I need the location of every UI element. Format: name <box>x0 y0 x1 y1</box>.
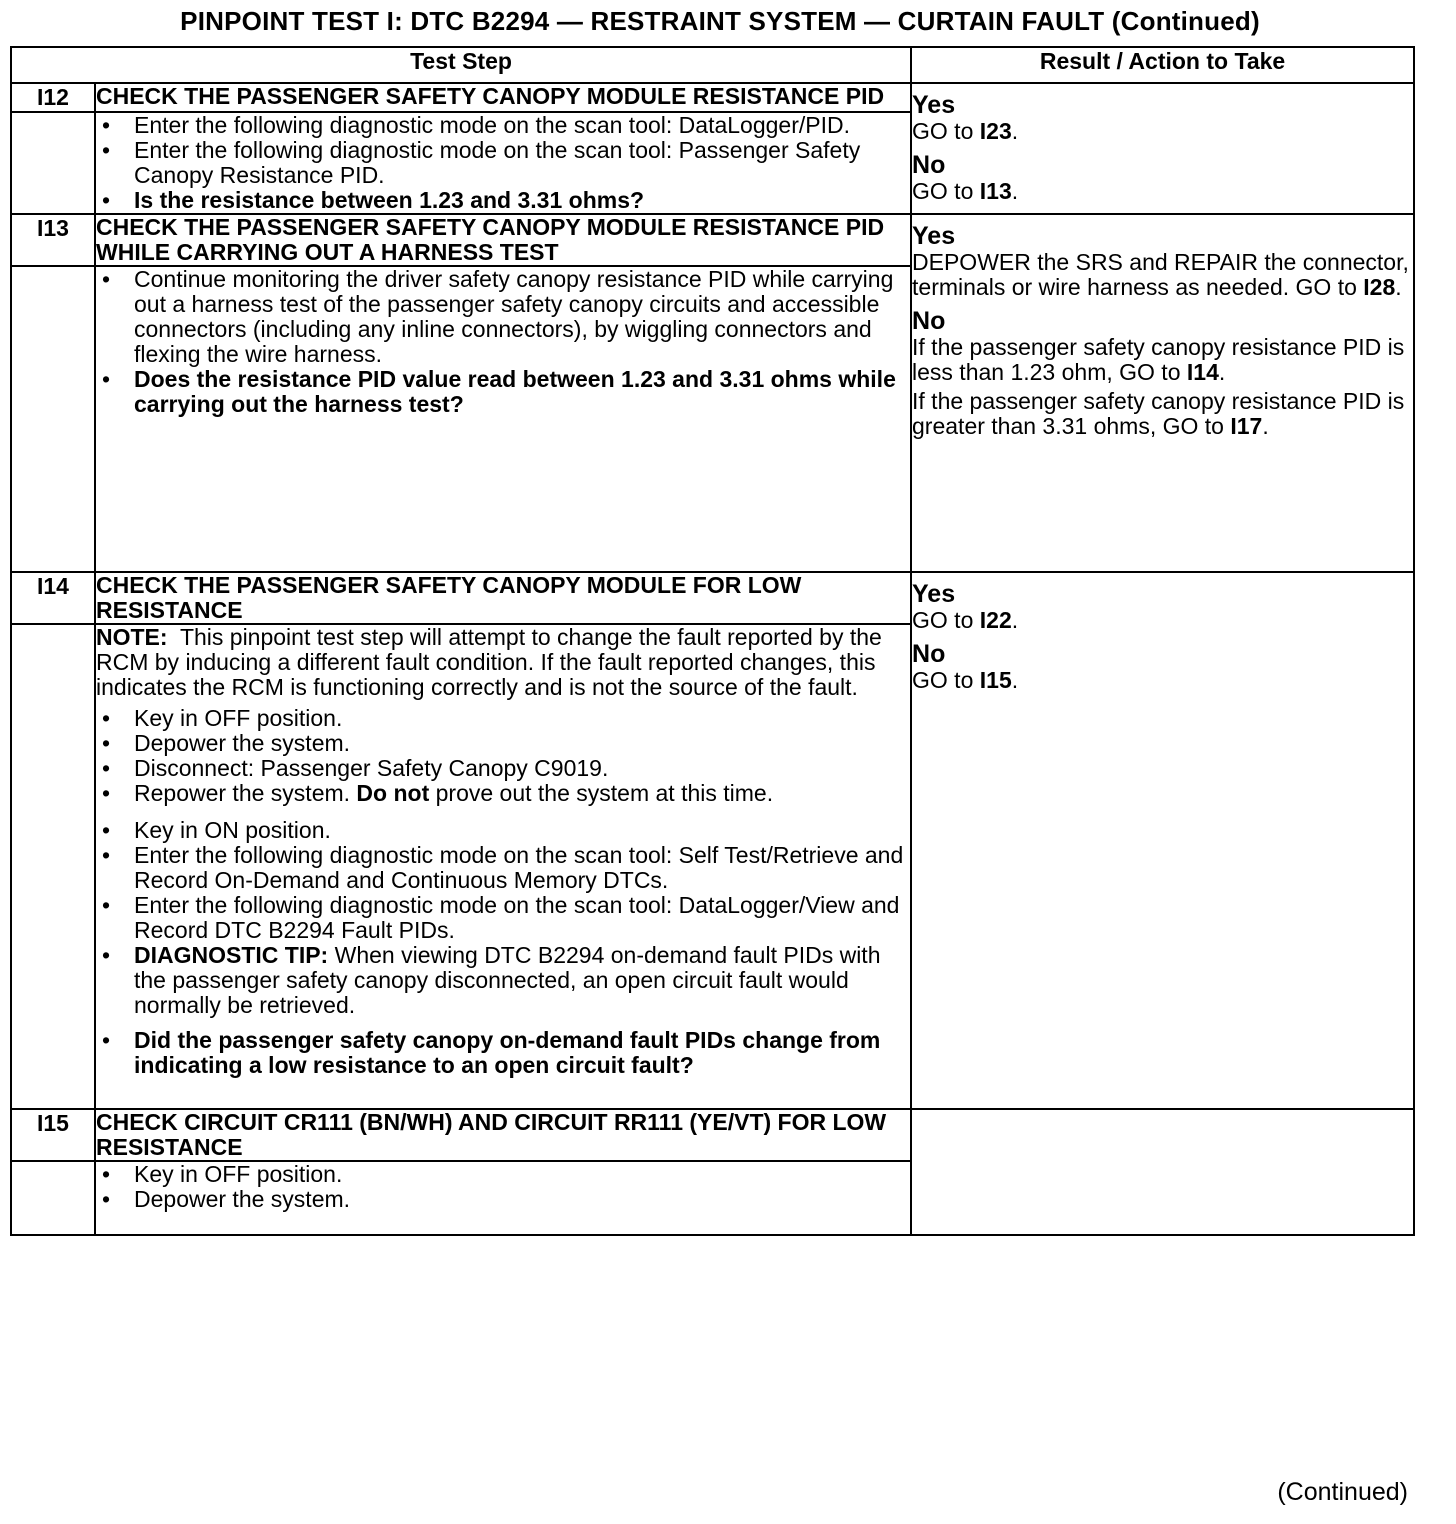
continued-label: (Continued) <box>1277 1478 1408 1506</box>
step-i12-title: CHECK THE PASSENGER SAFETY CANOPY MODULE RESISTANCE PID <box>95 83 911 112</box>
step-i12-yes-action: GO to I23. <box>912 118 1019 144</box>
step-i14-title-row <box>11 572 1414 624</box>
list-item: • Key in ON position. <box>96 818 910 843</box>
step-i15-result <box>911 1109 1414 1235</box>
step-i12-title-row <box>11 83 1414 112</box>
step-i13-body <box>95 266 911 572</box>
list-item: • Repower the system. Do not prove out the system at this time. <box>96 781 910 806</box>
list-item: • Key in OFF position. <box>96 1162 910 1187</box>
list-item: • Key in OFF position. <box>96 706 910 731</box>
step-i12-no-label: No <box>912 151 946 179</box>
step-i12-number: I12 <box>11 83 95 112</box>
step-i13-no-action-2: If the passenger safety canopy resistance PID is greater than 3.31 ohms, GO to I17. <box>912 388 1405 439</box>
step-i14-yes-action: GO to I22. <box>912 607 1019 633</box>
list-item: • Depower the system. <box>96 731 910 756</box>
list-item: • Is the resistance between 1.23 and 3.31 ohms? <box>96 188 910 213</box>
step-i12-no-action: GO to I13. <box>912 178 1019 204</box>
step-i14-note: NOTE: This pinpoint test step will attempt to change the fault reported by the RCM by inducing a different fault condition. If the fault reported changes, this indicates the RCM is functioning correctly and is not the source of the fault. <box>96 624 882 700</box>
step-i15-title-row <box>11 1109 1414 1161</box>
step-i12-blank-cell <box>11 112 95 214</box>
step-i13-number: I13 <box>11 214 95 266</box>
header-result-action: Result / Action to Take <box>911 47 1414 83</box>
list-item: • Depower the system. <box>96 1187 910 1212</box>
step-i12-yes-label: Yes <box>912 91 956 119</box>
list-item: • Continue monitoring the driver safety canopy resistance PID while carrying out a harness test of the passenger safety canopy circuits and accessible connectors (including any inline connectors), by wiggling connectors and flexing the wire harness. <box>96 267 910 367</box>
step-i13-yes-action: DEPOWER the SRS and REPAIR the connector, terminals or wire harness as needed. GO to I28. <box>912 249 1409 300</box>
step-i15-number: I15 <box>11 1109 95 1161</box>
step-i14-number: I14 <box>11 572 95 624</box>
step-i14-blank-cell <box>11 624 95 1109</box>
step-i14-no-action: GO to I15. <box>912 667 1019 693</box>
pinpoint-test-table <box>10 46 1415 1236</box>
step-i13-blank-cell <box>11 266 95 572</box>
page-title: PINPOINT TEST I: DTC B2294 — RESTRAINT SYSTEM — CURTAIN FAULT (Continued) <box>180 6 1260 36</box>
list-item: • Disconnect: Passenger Safety Canopy C9019. <box>96 756 910 781</box>
list-item: • Enter the following diagnostic mode on the scan tool: DataLogger/PID. <box>96 113 910 138</box>
step-i14-yes-label: Yes <box>912 580 956 608</box>
header-test-step: Test Step <box>11 47 911 83</box>
step-i15-title: CHECK CIRCUIT CR111 (BN/WH) AND CIRCUIT RR111 (YE/VT) FOR LOW RESISTANCE <box>95 1109 911 1161</box>
step-i14-body <box>95 624 911 1109</box>
list-item: • DIAGNOSTIC TIP: When viewing DTC B2294 on-demand fault PIDs with the passenger safety canopy disconnected, an open circuit fault would normally be retrieved. <box>96 943 910 1018</box>
step-i13-result <box>911 214 1414 572</box>
list-item: • Does the resistance PID value read between 1.23 and 3.31 ohms while carrying out the harness test? <box>96 367 910 417</box>
step-i14-title: CHECK THE PASSENGER SAFETY CANOPY MODULE FOR LOW RESISTANCE <box>95 572 911 624</box>
step-i15-body <box>95 1161 911 1235</box>
table-header-row <box>11 47 1414 83</box>
step-i14-no-label: No <box>912 640 946 668</box>
step-i13-title: CHECK THE PASSENGER SAFETY CANOPY MODULE RESISTANCE PID WHILE CARRYING OUT A HARNESS TEST <box>95 214 911 266</box>
step-i13-no-label: No <box>912 307 946 335</box>
step-i14-result <box>911 572 1414 1109</box>
step-i12-body <box>95 112 911 214</box>
list-item: • Did the passenger safety canopy on-demand fault PIDs change from indicating a low resistance to an open circuit fault? <box>96 1028 910 1078</box>
step-i13-yes-label: Yes <box>912 222 956 250</box>
step-i12-result <box>911 83 1414 214</box>
step-i13-title-row <box>11 214 1414 266</box>
list-item: • Enter the following diagnostic mode on the scan tool: DataLogger/View and Record DTC B2294 Fault PIDs. <box>96 893 910 943</box>
step-i15-blank-cell <box>11 1161 95 1235</box>
step-i13-no-action-1: If the passenger safety canopy resistance PID is less than 1.23 ohm, GO to I14. <box>912 334 1405 385</box>
list-item: • Enter the following diagnostic mode on the scan tool: Passenger Safety Canopy Resistance PID. <box>96 138 910 188</box>
list-item: • Enter the following diagnostic mode on the scan tool: Self Test/Retrieve and Record On-Demand and Continuous Memory DTCs. <box>96 843 910 893</box>
